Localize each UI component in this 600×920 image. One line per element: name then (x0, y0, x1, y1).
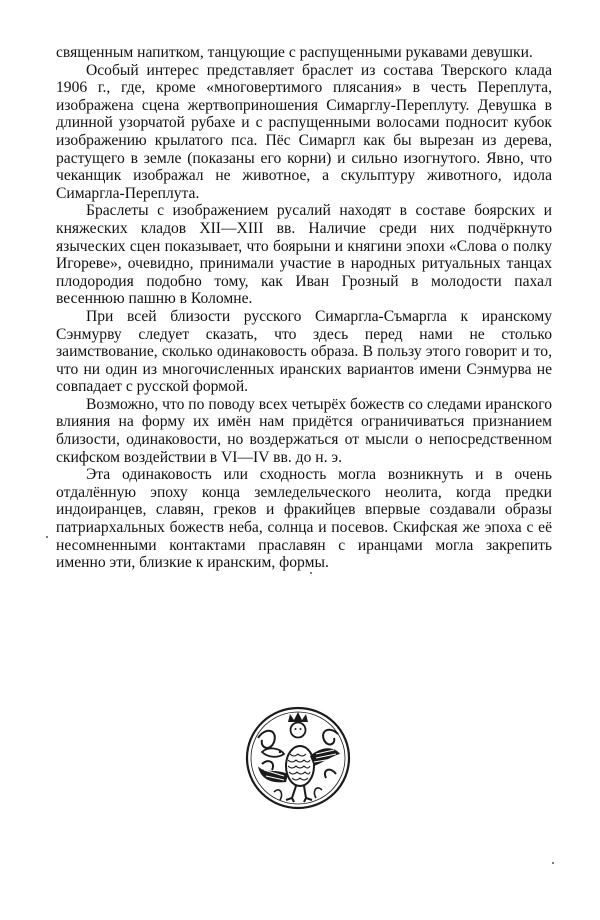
paragraph-rusalii-bracelets: Браслеты с изображением русалий находят в составе боярских и княжеских кладов XII—XIII вв. Наличие среди них подчёркнуто языческих сцен показывает, что боярыни и княгини эпохи «Слова о полку Игореве», очевидно, принимали участие в народных ритуальных танцах плодородия подобно тому, как Иван Грозный в молодости пахал весеннюю пашню в Коломне. (56, 202, 552, 308)
scan-speck (552, 862, 554, 864)
paragraph-simargl-senmurv: При всей близости русского Симаргла-Съмаргла к иранскому Сэнмурву следует сказать, что здесь перед нами не столько заимствование, сколько одинаковость образа. В пользу этого говорит и то, что ни один из многочисленных иранских вариантов имени Сэнмурва не совпадает с русской формой. (56, 307, 552, 396)
paragraph-iranian-influence: Возможно, что по поводу всех четырёх божеств со следами иранского влияния на форму их имён нам придётся ограничиваться признанием близости, одинаковости, но воздержаться от мысли о непосредственном скифском воздействии в VI—IV вв. до н. э. (56, 395, 552, 466)
crown-shape (288, 712, 308, 722)
scan-speck (310, 572, 312, 574)
sirin-bird-vignette (244, 704, 352, 812)
bird-head (291, 723, 306, 738)
bird-wing (310, 748, 340, 766)
paragraph-neolithic-origin: Эта одинаковость или сходность могла возникнуть и в очень отдалённую эпоху конца земледельческого неолита, когда предки индоиранцев, славян, греков и фракийцев впервые создавали образы патриархальных божеств неба, солнца и посевов. Скифская же эпоха с её несомненными контактами праславян с иранцами могла закрепить именно эти, близкие к иранским, формы. (56, 466, 552, 572)
bird-legs (286, 786, 312, 802)
page-text (56, 44, 552, 572)
paragraph-continuation: священным напитком, танцующие с распущенными рукавами девушки. (56, 44, 533, 61)
scan-speck (46, 536, 48, 538)
left-foliage-scroll (258, 731, 275, 770)
paragraph-tver-bracelet: Особый интерес представляет браслет из состава Тверского клада 1906 г., где, кроме «многовертимого плясания» в честь Переплута, изображена сцена жертвоприношения Симарглу-Переплуту. Девушка в длинной узорчатой рубахе и с распущенными волосами подносит кубок изображению крылатого пса. Пёс Симаргл как бы вырезан из дерева, растущего в земле (показаны его корни) и сильно изогнутого. Явно, что чеканщик изображал не животное, а скульптуру животного, идола Симаргла-Переплута. (56, 61, 552, 202)
ground-foliage (274, 788, 322, 800)
